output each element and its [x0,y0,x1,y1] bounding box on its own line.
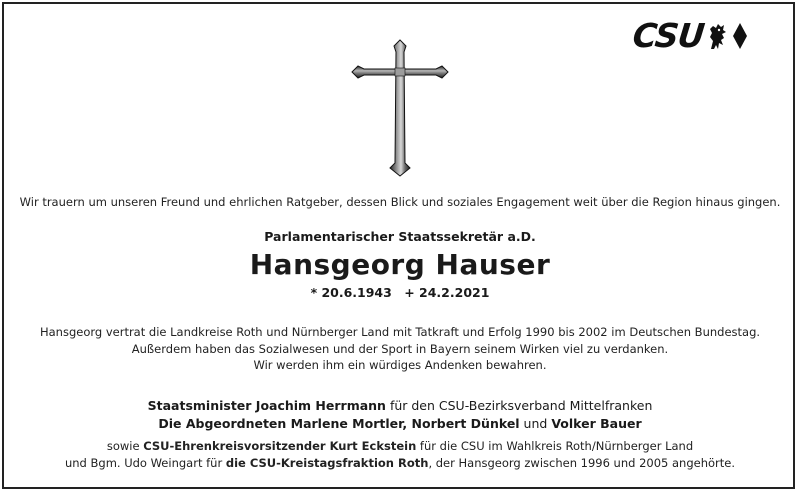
death-date: + 24.2.2021 [404,285,490,300]
tribute-line: Hansgeorg vertrat die Landkreise Roth und Nürnberger Land mit Tatkraft und Erfolg 1990 bis 2002 im Deutschen Bundestag. [39,325,761,339]
signers-secondary [0,438,800,472]
life-dates [0,285,800,300]
signer-line: Die Abgeordneten Marlene Mortler, Norbert Dünkel und Volker Bauer [158,416,642,431]
logo-text: CSU [631,16,707,55]
signer-line: und Bgm. Udo Weingart für die CSU-Kreistagsfraktion Roth, der Hansgeorg zwischen 1996 und 2005 angehörte. [64,456,736,470]
deceased-name: Hansgeorg Hauser [249,248,551,281]
tribute-text [0,324,800,374]
intro-text: Wir trauern um unseren Freund und ehrlichen Ratgeber, dessen Blick und soziales Engagement weit über die Region hinaus gingen. [19,195,781,209]
cross-icon [350,38,450,178]
signer-name: CSU-Ehrenkreisvorsitzender Kurt Eckstein [143,439,417,453]
birth-date: * 20.6.1943 [310,285,392,300]
signer-name: Staatsminister Joachim Herrmann [147,398,386,413]
signer-name: die CSU-Kreistagsfraktion Roth [225,456,429,470]
diamond-icon [732,21,748,51]
lion-icon [707,21,729,51]
tribute-line: Wir werden ihm ein würdiges Andenken bewahren. [253,358,547,372]
csu-logo [633,16,748,55]
signer-line: sowie CSU-Ehrenkreisvorsitzender Kurt Eckstein für die CSU im Wahlkreis Roth/Nürnberger Land [106,439,694,453]
deceased-title: Parlamentarischer Staatssekretär a.D. [264,229,536,244]
tribute-line: Außerdem haben das Sozialwesen und der Sport in Bayern seinem Wirken viel zu verdanken. [131,341,669,356]
signers-primary [0,397,800,433]
signer-name: Volker Bauer [551,416,642,431]
signer-name: Die Abgeordneten Marlene Mortler, Norbert Dünkel [158,416,520,431]
signer-line: Staatsminister Joachim Herrmann für den CSU-Bezirksverband Mittelfranken [147,398,653,413]
